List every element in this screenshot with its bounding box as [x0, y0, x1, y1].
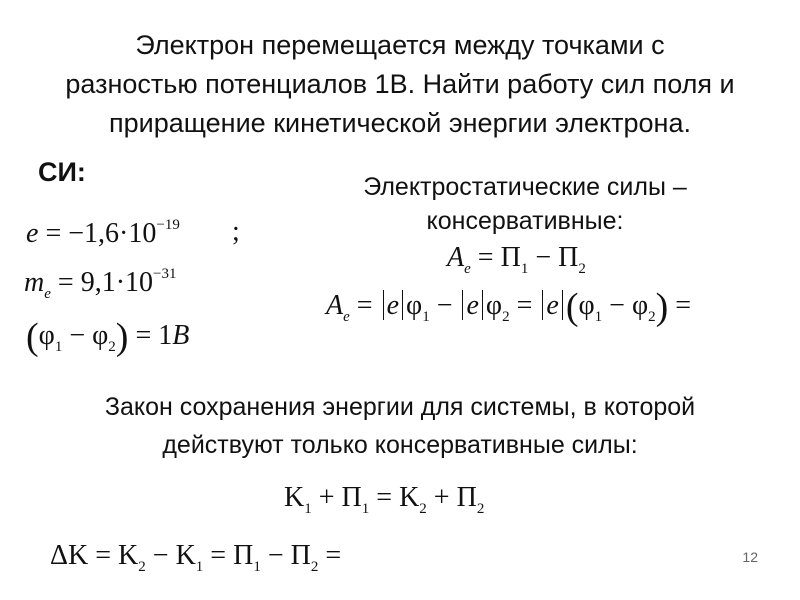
work-subscript-2: e — [343, 309, 350, 325]
p1-sub: 1 — [361, 501, 370, 517]
energy-conservation-note — [30, 388, 770, 464]
potential-unit: B — [172, 320, 190, 351]
kinetic-1: K — [284, 482, 305, 513]
charge-abs-2: e — [466, 290, 479, 321]
potential-value: 1 — [158, 320, 173, 351]
dk-p2-sub: 2 — [310, 559, 319, 575]
mass-value: 9,1·10 — [80, 267, 154, 298]
phi-1: φ — [38, 320, 55, 351]
problem-statement — [20, 26, 780, 143]
phi-c: φ — [578, 290, 595, 321]
mass-symbol: m — [24, 267, 45, 298]
charge-symbol: e — [26, 218, 39, 249]
potential-energy-2: П — [558, 242, 579, 273]
work-subscript: e — [464, 261, 471, 277]
charge-abs-3: e — [546, 290, 559, 321]
k2-sub: 2 — [419, 501, 427, 517]
law-line-2: действуют только консервативные силы: — [162, 431, 638, 459]
phi-c-sub: 1 — [594, 309, 603, 325]
problem-line-1: Электрон перемещается между точками с — [135, 30, 665, 60]
potential-2: П — [456, 482, 477, 513]
p2-sub: 2 — [476, 501, 485, 517]
phi-d-sub: 2 — [648, 309, 656, 325]
phi-a-sub: 1 — [422, 309, 430, 325]
slide-number: 12 — [742, 549, 758, 565]
work-charge-equation: $A_e = e$ $\varphi_1 - e$ $\varphi_2 = e$ $(\varphi_1 - \varphi_2)$ = — [326, 286, 692, 328]
mass-exponent: −31 — [153, 266, 177, 282]
k1-sub: 1 — [304, 501, 312, 517]
dk-potential-1: П — [233, 540, 254, 571]
dk-potential-2: П — [290, 540, 311, 571]
phi-d: φ — [631, 290, 649, 321]
problem-line-2: разностью потенциалов 1В. Найти работу сил поля и — [65, 69, 735, 99]
pe1-sub: 1 — [520, 261, 529, 277]
given-potential-difference: $(\varphi_1 - \varphi_2) = 1B$ — [26, 316, 190, 358]
work-potential-equation: $A_e = П_1 - П_2$ — [447, 242, 586, 277]
given-mass: $m_e = 9,1\cdot 10^{-31}$ — [24, 266, 177, 302]
semicolon: ; — [232, 216, 240, 247]
problem-line-3: приращение кинетической энергии электрона. — [109, 108, 691, 138]
mass-subscript: e — [44, 286, 51, 302]
conservative-line-2: консервативные: — [426, 207, 624, 235]
given-charge: $e = -1,6\cdot 10^{-19}$ — [26, 217, 180, 249]
conservative-note — [330, 170, 720, 238]
energy-conservation-equation: $K_1 + П_1 = K_2 + П_2$ — [284, 482, 485, 517]
dk-k2-sub: 2 — [138, 559, 146, 575]
potential-energy-1: П — [500, 242, 521, 273]
phi-b-sub: 2 — [502, 309, 510, 325]
phi-a: φ — [406, 290, 423, 321]
charge-abs-1: e — [386, 290, 400, 321]
dk-kinetic-2: K — [118, 540, 139, 571]
law-line-1: Закон сохранения энергии для системы, в которой — [104, 393, 696, 421]
dk-p1-sub: 1 — [253, 559, 261, 575]
kinetic-energy-change-equation: $\Delta K = K_2 - K_1 = П_1 - П_2$ = — [50, 540, 342, 575]
charge-exponent: −19 — [156, 217, 180, 233]
phi-1-sub: 1 — [54, 339, 63, 355]
pe2-sub: 2 — [578, 261, 586, 277]
work-symbol-2: A — [326, 290, 344, 321]
dk-k1-sub: 1 — [195, 559, 204, 575]
potential-1: П — [341, 482, 362, 513]
kinetic-2: K — [399, 482, 420, 513]
charge-value: −1,6·10 — [68, 218, 157, 249]
phi-2-sub: 2 — [108, 339, 116, 355]
phi-b: φ — [485, 290, 503, 321]
dk-kinetic-1: K — [175, 540, 196, 571]
phi-2: φ — [92, 320, 109, 351]
si-label: СИ: — [38, 157, 86, 187]
conservative-line-1: Электростатические силы – — [363, 173, 687, 201]
delta-k: ΔK — [50, 540, 89, 571]
work-symbol: A — [447, 242, 465, 273]
